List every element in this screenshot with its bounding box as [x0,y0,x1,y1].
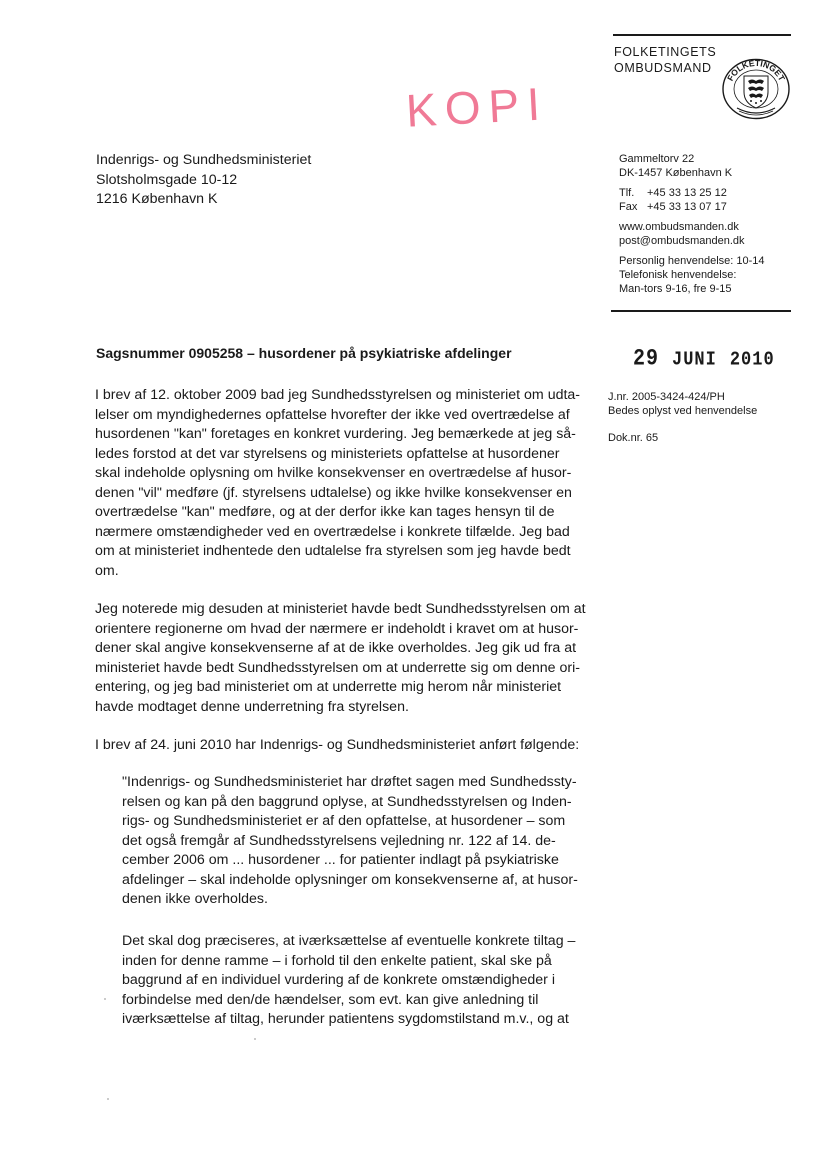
text-line: denen ikke overholdes. [122,891,268,907]
hours-phone-times: Man-tors 9-16, fre 9-15 [619,283,732,295]
quoted-paragraph-2 [122,932,622,1030]
text-line: inden for denne ramme – i forhold til den enkelte patient, skal ske på [122,952,552,969]
body-paragraph-2 [95,600,595,717]
text-line: Jeg noterede mig desuden at ministeriet havde bedt Sundhedsstyrelsen om at [95,601,586,617]
email-link[interactable]: post@ombudsmanden.dk [619,235,745,247]
kopi-stamp: KOPI [404,77,550,137]
fax-label: Fax [619,201,638,213]
phone-label: Tlf. [619,187,635,199]
text-line: denen "vil" medføre (jf. styrelsens udtalelse) og ikke hvilke konsekvenser en [95,484,572,501]
seal-lettering: FOLKETINGET [725,58,787,83]
text-line: relsen og kan på den baggrund oplyse, at Sundhedsstyrelsen og Inden- [122,793,572,810]
text-line: Det skal dog præciseres, at iværksættelse af eventuelle konkrete tiltag – [122,933,576,949]
phone-row [619,186,765,200]
text-line: ministeriet havde bedt Sundhedsstyrelsen om at underrette sig om denne ori- [95,659,581,676]
text-line: I brev af 24. juni 2010 har Indenrigs- og Sundhedsministeriet anført følgende: [95,737,580,753]
phone-value: +45 33 13 25 12 [647,187,727,199]
recipient-address [96,151,311,210]
org-name-line2: OMBUDSMAND [614,61,712,75]
hours-phone-label: Telefonisk henvendelse: [619,269,737,281]
text-line: ledes forstod at det var styrelsens og ministeriets opfattelse at husordener [95,445,560,462]
fax-row [619,200,765,214]
text-line: "Indenrigs- og Sundhedsministeriet har drøftet sagen med Sundhedssty- [122,774,577,790]
text-line: rigs- og Sundhedsministeriet er af den opfattelse, at husordener – som [122,813,566,829]
hours-personal: Personlig henvendelse: 10-14 [619,255,765,267]
journal-number: J.nr. 2005-3424-424/PH [608,391,725,403]
body-paragraph-1 [95,386,595,581]
text-line: I brev af 12. oktober 2009 bad jeg Sundhedsstyrelsen og ministeriet om udta- [95,387,581,403]
text-line: forbindelse med den/de hændelser, som evt. kan give anledning til [122,991,539,1008]
text-line: afdelinger – skal indeholde oplysninger om konsekvenserne af, at husor- [122,871,578,888]
text-line: dener skal angive konsekvenserne af at de ikke overholdes. Jeg gik ud fra at [95,640,577,656]
text-line: havde modtaget denne underretning fra styrelsen. [95,698,409,715]
text-line: entering, og jeg bad ministeriet om at underrette mig herom når ministeriet [95,679,562,695]
scan-speck [254,1038,256,1040]
text-line: lelser om myndighedernes opfattelse hvorefter der ikke ved overtrædelse af [95,406,570,423]
text-line: baggrund af en individuel vurdering af de konkrete omstændigheder i [122,972,555,988]
svg-text:FOLKETINGET [725,58,787,83]
reference-note: Bedes oplyst ved henvendelse [608,405,758,417]
reference-block [608,390,757,445]
recipient-line: Slotsholmsgade 10-12 [96,171,238,188]
body-paragraph-3 [95,736,595,756]
text-line: husordenen "kan" foretages en konkret vurdering. Jeg bemærkede at jeg så- [95,426,576,442]
scan-speck [104,998,106,1000]
scan-speck [107,1098,109,1100]
text-line: det også fremgår af Sundhedsstyrelsens vejledning nr. 122 af 14. de- [122,832,556,849]
letterhead-bottom-rule [611,310,791,312]
recipient-line: Indenrigs- og Sundhedsministeriet [96,152,312,168]
org-name-line1: FOLKETINGETS [614,45,717,59]
fax-value: +45 33 13 07 17 [647,201,727,213]
date-month: JUNI [672,349,717,372]
website-link[interactable]: www.ombudsmanden.dk [619,221,739,233]
sender-address-line1: Gammeltorv 22 [619,153,695,165]
organization-name [614,44,716,76]
date-stamp [633,346,775,372]
text-line: om. [95,562,119,579]
text-line: nærmere omstændigheder ved en overtrædelse i konkrete tilfælde. Jeg bad [95,523,570,540]
document-number: Dok.nr. 65 [608,432,659,444]
text-line: iværksættelse af tiltag, herunder patientens sygdomstilstand m.v., og at [122,1011,569,1027]
letterhead-top-rule [613,34,791,36]
subject-heading: Sagsnummer 0905258 – husordener på psykiatriske afdelinger [96,345,512,361]
text-line: cember 2006 om ... husordener ... for patienter indlagt på psykiatriske [122,852,559,868]
text-line: overtrædelse "kan" medføre, og at der derfor ikke kan tages hensyn til de [95,504,555,520]
date-day: 29 [633,346,660,373]
sender-contact-block [619,152,765,296]
text-line: orientere regionerne om hvad der nærmere er indeholdt i kravet om at husor- [95,620,579,637]
ombudsman-seal-icon [721,58,791,120]
sender-address-line2: DK-1457 København K [619,167,733,179]
recipient-line: 1216 København K [96,191,218,207]
quoted-paragraph-1 [122,773,622,910]
text-line: om at ministeriet indhentede den udtalelse fra styrelsen som jeg havde bedt [95,543,571,559]
text-line: skal indeholde oplysning om hvilke konsekvenser en overtrædelse af husor- [95,465,572,481]
date-year: 2010 [729,349,775,372]
